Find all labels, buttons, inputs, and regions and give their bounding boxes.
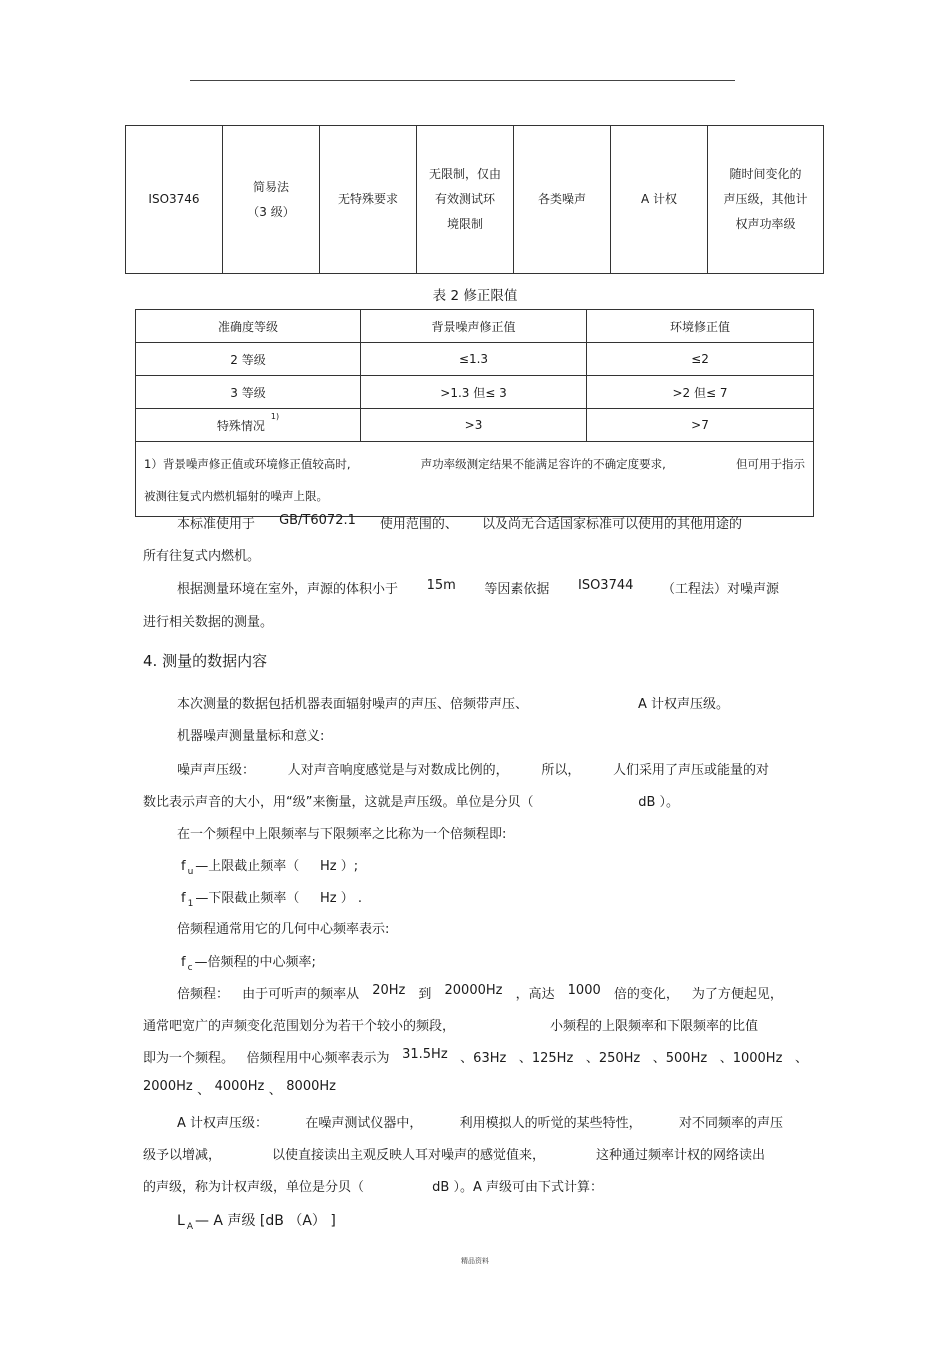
paragraph-line: 通常吧宽广的声频变化范围划分为若干个较小的频段， 小频程的上限频率和下限频率的比值: [143, 1019, 758, 1034]
page-footer: 精品资料: [461, 1257, 489, 1265]
header-rule: [190, 80, 735, 81]
correction-limits-table: [135, 309, 814, 517]
paragraph-line: 进行相关数据的测量。: [143, 615, 274, 630]
paragraph-line: 所有往复式内燃机。: [143, 549, 261, 564]
table-cell: ≤1.3: [361, 343, 587, 376]
standards-table: [125, 125, 824, 274]
formula-line: f $_1$ —下限截止频率（ Hz ） .: [181, 891, 362, 909]
paragraph-line: 倍频程： 由于可听声的频率从 20Hz 到 20000Hz ，高达 1000 倍的变化， 为了方便起见，: [177, 983, 783, 1002]
table-cell: A 计权: [611, 126, 708, 274]
table-caption: 表 2 修正限值: [432, 288, 518, 304]
paragraph-line: 噪声声压级： 人对声音响度感觉是与对数成比例的， 所以， 人们采用了声压或能量的对: [177, 763, 769, 778]
table-cell: 各类噪声: [514, 126, 611, 274]
paragraph-line: 级予以增减， 以使直接读出主观反映人耳对噪声的感觉值来， 这种通过频率计权的网络读出: [143, 1148, 765, 1163]
footnote-mark: 1): [270, 411, 280, 421]
column-header: 准确度等级: [136, 310, 361, 343]
table-cell: 3 等级: [136, 376, 361, 409]
paragraph-line: 根据测量环境在室外，声源的体积小于 15m 等因素依据 ISO3744 （工程法）对噪声源: [177, 578, 779, 597]
formula-line: L $_A$ — A 声级 [dB （A） ]: [177, 1213, 336, 1232]
table-cell: 特殊情况$^{1)}$: [136, 409, 361, 442]
paragraph-line: 2000Hz 、 4000Hz 、 8000Hz: [143, 1079, 336, 1098]
table-cell: ≤2: [587, 343, 814, 376]
table-cell: >2 但≤ 7: [587, 376, 814, 409]
paragraph-line: 本次测量的数据包括机器表面辐射噪声的声压、倍频带声压、 A 计权声压级。: [177, 697, 729, 712]
column-header: 环境修正值: [587, 310, 814, 343]
paragraph-line: 数比表示声音的大小，用“级”来衡量，这就是声压级。单位是分贝（ dB ）。: [143, 795, 679, 810]
table-cell: 简易法 （3 级）: [223, 126, 320, 274]
table-cell: 2 等级: [136, 343, 361, 376]
paragraph-line: 即为一个频程。 倍频程用中心频率表示为 31.5Hz 、63Hz 、125Hz 、250Hz 、500Hz 、1000Hz 、: [143, 1047, 808, 1066]
paragraph-line: 倍频程通常用它的几何中心频率表示:: [177, 922, 390, 937]
table-cell: >3: [361, 409, 587, 442]
paragraph-line: 的声级，称为计权声级，单位是分贝（ dB ）。A 声级可由下式计算：: [143, 1180, 603, 1195]
formula-line: f $_c$ —倍频程的中心频率;: [181, 955, 316, 973]
table-cell: >7: [587, 409, 814, 442]
paragraph-line: 在一个频程中上限频率与下限频率之比称为一个倍频程即:: [177, 827, 507, 842]
paragraph-line: 机器噪声测量量标和意义:: [177, 729, 325, 744]
table-footnote: 1）背景噪声修正值或环境修正值较高时, 声功率级测定结果不能满足容许的不确定度要求, 但可用于指示 被测往复式内燃机辐射的噪声上限。: [136, 442, 814, 517]
section-heading: 4. 测量的数据内容: [143, 652, 268, 670]
formula-line: f $_u$ —上限截止频率（ Hz ）;: [181, 859, 359, 877]
paragraph-line: 本标准使用于 GB/T6072.1 使用范围的、 以及尚无合适国家标准可以使用的其他用途的: [177, 513, 742, 532]
paragraph-line: A 计权声压级： 在噪声测试仪器中， 利用模拟人的听觉的某些特性， 对不同频率的声压: [177, 1116, 783, 1131]
table-cell: >1.3 但≤ 3: [361, 376, 587, 409]
table-cell: 无限制，仅由 有效测试环 境限制: [417, 126, 514, 274]
table-cell: 无特殊要求: [320, 126, 417, 274]
table-cell: 随时间变化的 声压级，其他计 权声功率级: [708, 126, 824, 274]
column-header: 背景噪声修正值: [361, 310, 587, 343]
table-cell: ISO3746: [126, 126, 223, 274]
